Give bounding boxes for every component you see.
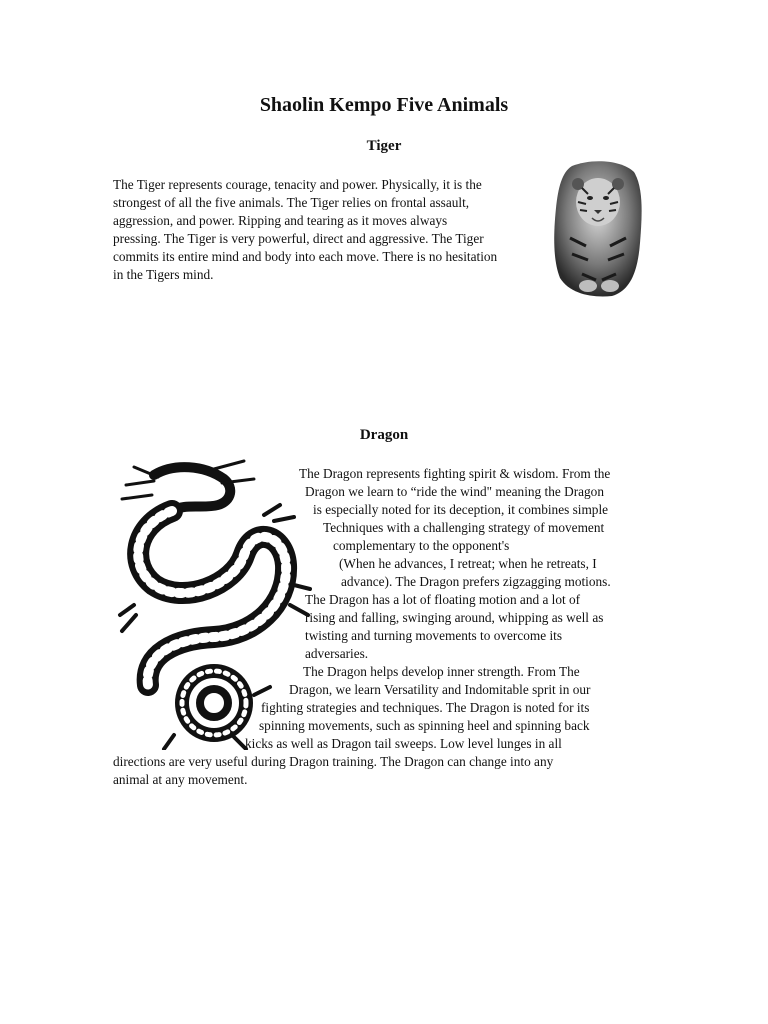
tiger-line: The Tiger represents courage, tenacity and power. Physically, it is the	[113, 177, 482, 192]
dragon-line: animal at any movement.	[113, 772, 248, 787]
dragon-line: The Dragon helps develop inner strength. From The	[303, 664, 580, 679]
dragon-heading: Dragon	[359, 427, 409, 443]
dragon-line: Techniques with a challenging strategy of movement	[323, 520, 605, 535]
dragon-line: (When he advances, I retreat; when he retreats, I	[339, 556, 597, 571]
tiger-line: pressing. The Tiger is very powerful, direct and aggressive. The Tiger	[113, 231, 484, 246]
page-title: Shaolin Kempo Five Animals	[259, 94, 509, 116]
dragon-line: The Dragon has a lot of floating motion and a lot of	[305, 592, 581, 607]
tiger-heading: Tiger	[366, 138, 402, 154]
dragon-line: advance). The Dragon prefers zigzagging motions.	[341, 574, 611, 589]
dragon-line: twisting and turning movements to overcome its	[305, 628, 563, 643]
dragon-line: Dragon we learn to “ride the wind" meaning the Dragon	[305, 484, 604, 499]
dragon-line: The Dragon represents fighting spirit & wisdom. From the	[299, 466, 611, 481]
tiger-image	[552, 158, 644, 298]
dragon-line: is especially noted for its deception, it combines simple	[313, 502, 609, 517]
tiger-line: commits its entire mind and body into each move. There is no hesitation	[113, 249, 498, 264]
dragon-line: spinning movements, such as spinning heel and spinning back	[259, 718, 590, 733]
dragon-line: directions are very useful during Dragon training. The Dragon can change into any	[113, 754, 554, 769]
dragon-line: adversaries.	[305, 646, 369, 661]
dragon-line: fighting strategies and techniques. The Dragon is noted for its	[261, 700, 590, 715]
tiger-line: in the Tigers mind.	[113, 267, 214, 282]
tiger-line: strongest of all the five animals. The Tiger relies on frontal assault,	[113, 195, 470, 210]
dragon-line: complementary to the opponent's	[333, 538, 510, 553]
dragon-line: rising and falling, swinging around, whipping as well as	[305, 610, 604, 625]
tiger-line: aggression, and power. Ripping and tearing as it moves always	[113, 213, 448, 228]
dragon-line: Dragon, we learn Versatility and Indomitable sprit in our	[289, 682, 591, 697]
dragon-line: kicks as well as Dragon tail sweeps. Low level lunges in all	[245, 736, 562, 751]
